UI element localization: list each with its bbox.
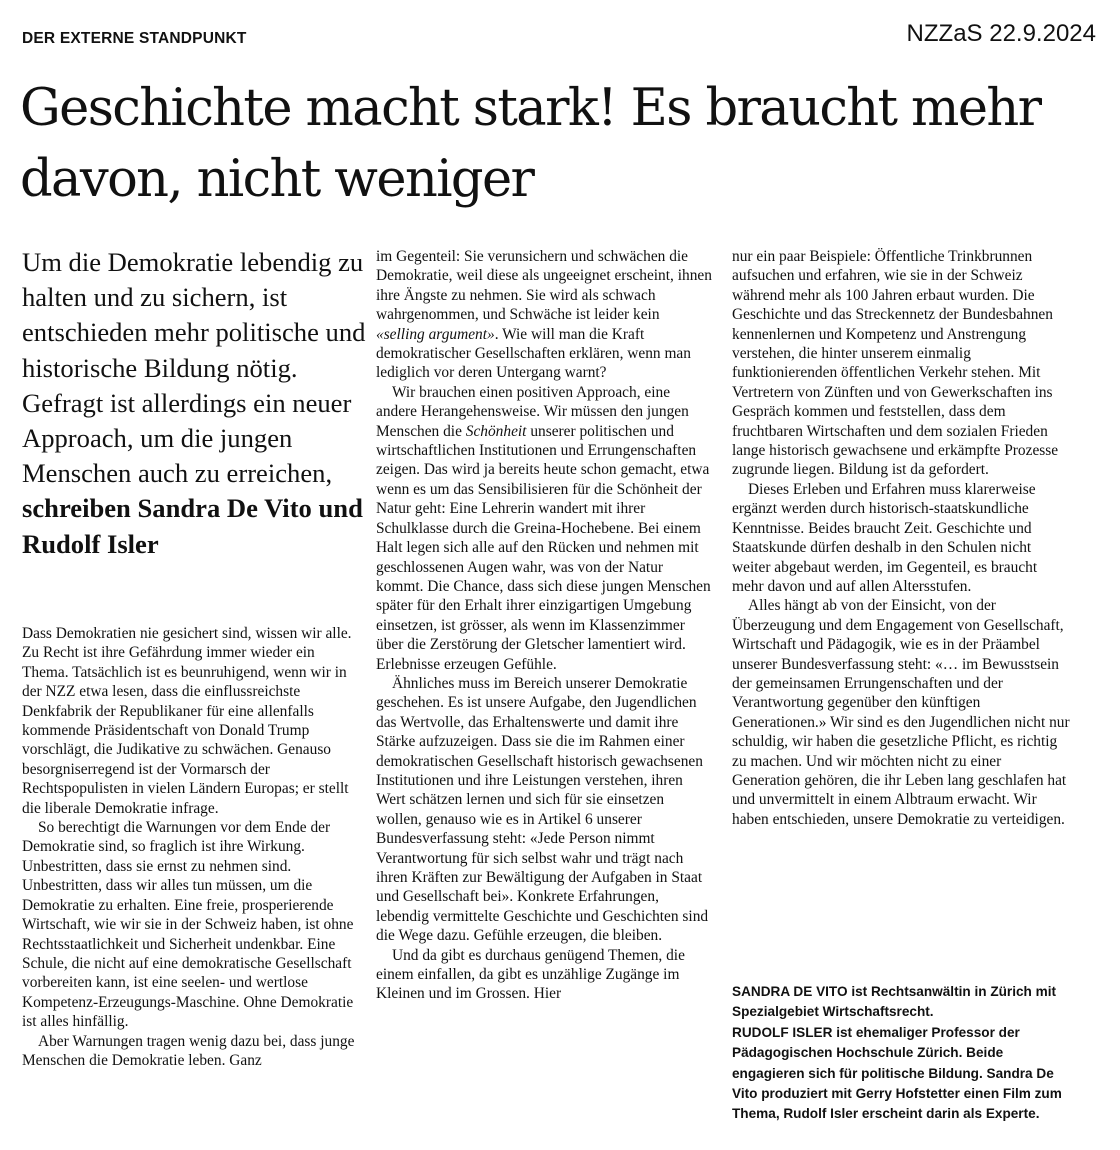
body-paragraph: Alles hängt ab von der Einsicht, von der Überzeugung und dem Engagement von Gesellschaft, Wirtschaft und Pädagogik, wie es in der Präambel unserer Bundesverfassung steht: «… im Bewusstsein der gemeinsamen Errungenschaften und der Verantwortung gegenüber den künftigen Generationen.» Wir sind es den Jugendlichen nicht nur schuldig, wir haben die gesetzliche Pflicht, es richtig zu machen. Und wir möchten nicht zu einer Generation gehören, die ihr Leben lang geschlafen hat und unvermittelt in einem Albtraum erwacht. Wir haben entschieden, unsere Demokratie zu verteidigen. bbox=[732, 597, 1070, 828]
body-paragraph: Dieses Erleben und Erfahren muss klarerweise ergänzt werden durch historisch-staatskundliche Kenntnisse. Beides braucht Zeit. Geschichte und Staatskunde dürfen deshalb in den Schulen nicht weiter abgebaut werden, im Gegenteil, es braucht mehr davon und auf allen Altersstufen. bbox=[732, 480, 1038, 595]
lead-text: Um die Demokratie lebendig zu halten und zu sichern, ist entschieden mehr politische und historische Bildung nötig. Gefragt ist allerdings ein neuer Approach, um die jungen Menschen auch zu erreichen, bbox=[22, 247, 366, 489]
body-column-3 bbox=[732, 247, 1072, 829]
body-column-1 bbox=[22, 624, 362, 1070]
author-bio bbox=[732, 982, 1072, 1125]
body-paragraph: Aber Warnungen tragen wenig dazu bei, dass junge Menschen die Demokratie leben. Ganz bbox=[22, 1032, 355, 1069]
author-bio-de-vito: SANDRA DE VITO ist Rechtsanwältin in Zürich mit Spezialgebiet Wirtschaftsrecht. bbox=[732, 984, 1057, 1020]
article-lead bbox=[22, 245, 367, 562]
article-headline: Geschichte macht stark! Es braucht mehr davon, nicht weniger bbox=[20, 79, 1041, 209]
body-paragraph: Ähnliches muss im Bereich unserer Demokratie geschehen. Es ist unsere Aufgabe, den Jugendlichen das Wertvolle, das Erhaltenswerte und damit ihre Stärke aufzuzeigen. Dass sie die im Rahmen einer demokratischen Gesellschaft historisch gewachsenen Institutionen und ihre Leistungen verstehen, ihren Wert schätzen lernen und sich für sie einsetzen wollen, genauso wie es in Artikel 6 unserer Bundesverfassung steht: «Jede Person nimmt Verantwortung für sich selbst wahr und trägt nach ihren Kräften zur Bewältigung der Aufgaben in Staat und Gesellschaft bei». Konkrete Erfahrungen, lebendig vermittelte Geschichte und Geschichten sind die Wege dazu. Gefühle erzeugen, die bleiben. bbox=[376, 674, 709, 945]
author-bio-isler: RUDOLF ISLER ist ehemaliger Professor der Pädagogischen Hochschule Zürich. Beide engagieren sich für politische Bildung. Sandra De Vito produziert mit Gerry Hofstetter einen Film zum Thema, Rudolf Isler erscheint darin als Experte. bbox=[732, 1024, 1062, 1122]
body-paragraph: So berechtigt die Warnungen vor dem Ende der Demokratie sind, so fraglich ist ihre Wirkung. Unbestritten, dass sie ernst zu nehmen sind. Unbestritten, dass wir alles tun müssen, um die Demokratie zu erhalten. Eine freie, prosperierende Wirtschaft, wie wir sie in der Schweiz haben, ist ohne Rechtsstaatlichkeit und Sicherheit undenkbar. Eine Schule, die nicht auf eine demokratische Gesellschaft vorbereiten kann, ist eine seelen- und wertlose Kompetenz-Erzeugungs-Maschine. Ohne Demokratie ist alles hinfällig. bbox=[22, 819, 354, 1031]
body-column-2 bbox=[376, 247, 712, 1004]
body-paragraph: im Gegenteil: Sie verunsichern und schwächen die Demokratie, weil diese als ungeeignet erscheint, ihnen ihre Ängste zu nehmen. Sie wird als schwach wahrgenommen, und Schwäche ist leider kein «selling argument». Wie will man die Kraft demokratischer Gesellschaften erklären, wenn man lediglich vor deren Untergang warnt? bbox=[376, 248, 712, 382]
source-date-label: NZZaS 22.9.2024 bbox=[906, 20, 1096, 47]
lead-authors: schreiben Sandra De Vito und Rudolf Isler bbox=[22, 493, 363, 559]
section-kicker: DER EXTERNE STANDPUNKT bbox=[22, 30, 247, 47]
body-paragraph: nur ein paar Beispiele: Öffentliche Trinkbrunnen aufsuchen und erfahren, wie sie in der Schweiz während mehr als 100 Jahren erbaut wurden. Die Geschichte und das Streckennetz der Bundesbahnen kennenlernen und Kompetenz und Anstrengung verstehen, die hinter unserem einmalig funktionierenden öffentlichen Verkehr stehen. Mit Vertretern von Zünften und von Gewerkschaften ins Gespräch kommen und feststellen, dass dem fruchtbaren Wirtschaften und dem sozialen Frieden lange historisch gewachsene und erkämpfte Prozesse zugrunde liegen. Bildung ist da gefordert. bbox=[732, 248, 1059, 479]
body-paragraph: Und da gibt es durchaus genügend Themen, die einem einfallen, da gibt es unzählige Zugänge im Kleinen und im Grossen. Hier bbox=[376, 946, 685, 1003]
body-paragraph: Dass Demokratien nie gesichert sind, wissen wir alle. Zu Recht ist ihre Gefährdung immer wieder ein Thema. Tatsächlich ist es beunruhigend, wenn wir in der NZZ etwa lesen, dass die einflussreichste Denkfabrik der Republikaner für eine allenfalls kommende Präsidentschaft von Donald Trump vorschlägt, die Judikative zu schwächen. Genauso besorgniserregend ist der Vormarsch der Rechtspopulisten in vielen Ländern Europas; er stellt die liberale Demokratie infrage. bbox=[22, 625, 352, 817]
emphasis-text: Schönheit bbox=[465, 422, 527, 440]
body-paragraph: Wir brauchen einen positiven Approach, eine andere Herangehensweise. Wir müssen den jungen Menschen die Schönheit unserer politischen und wirtschaftlichen Institutionen und Errungenschaften zeigen. Das wird ja bereits heute schon gemacht, etwa wenn es um das Sensibilisieren für die Schönheit der Natur geht: Eine Lehrerin wandert mit ihrer Schulklasse durch die Greina-Hochebene. Bei einem Halt legen sich alle auf den Rücken und nehmen mit geschlossenen Augen wahr, was von der Natur kommt. Die Chance, dass sich diese jungen Menschen später für den Erhalt ihrer einzigartigen Umgebung einsetzen, ist grösser, als wenn im Klassenzimmer über die Zerstörung der Gletscher lamentiert wird. Erlebnisse erzeugen Gefühle. bbox=[376, 383, 711, 673]
emphasis-text: «selling argument» bbox=[376, 325, 495, 343]
